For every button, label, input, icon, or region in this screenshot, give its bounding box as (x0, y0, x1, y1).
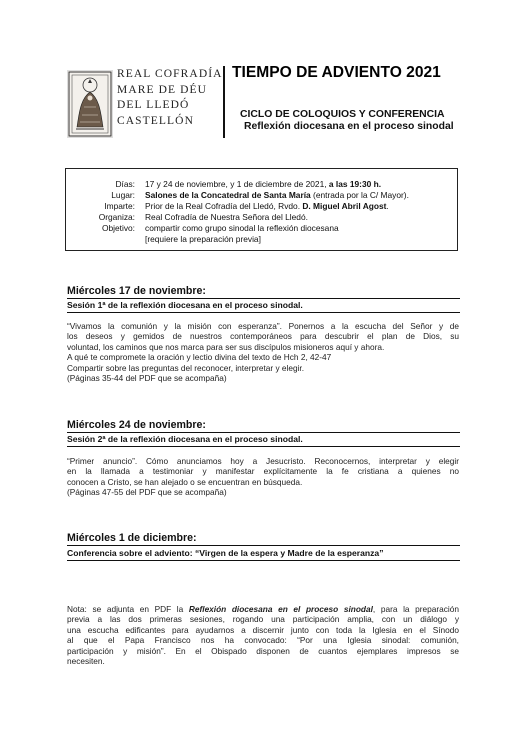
org-line: REAL COFRADÍA (117, 68, 223, 80)
cofradia-logo (67, 70, 113, 138)
text-line: participación y misión”. En el Obispado disponen de cuantos ejemplares impresos se (67, 645, 459, 656)
info-value: Salones de la Concatedral de Santa María (entrada por la C/ Mayor). (145, 190, 409, 200)
session-date: Miércoles 1 de diciembre: (67, 532, 197, 544)
info-label: Lugar: (111, 190, 135, 200)
text-line: conocen a Cristo, se han alejado o se encuentran en búsqueda. (67, 476, 303, 487)
text-line: necesiten. (67, 656, 105, 667)
session-title: Sesión 1ª de la reflexión diocesana en el proceso sinodal. (67, 300, 303, 310)
closing-note (67, 604, 459, 666)
text-line: en la llamada a testimoniar y manifestar explícitamente la fe cristiana a quienes no (67, 466, 459, 477)
section-rule (67, 545, 460, 546)
text-line: al que el Papa Francisco nos ha convocado: “Por una Iglesia sinodal: comunión, (67, 635, 459, 646)
text-line: “Primer anuncio”. Cómo anunciamos hoy a Jesucristo. Reconocernos, interpretar y elegir (67, 456, 459, 466)
info-value: Prior de la Real Cofradía del Lledó, Rvdo. D. Miguel Abril Agost. (145, 201, 389, 211)
text-line: una escucha edificantes para ayudarnos a discernir junto con toda la Iglesia en el Sínodo (67, 624, 459, 635)
org-line: DEL LLEDÓ (117, 99, 190, 111)
organization-name (117, 67, 222, 129)
session-date: Miércoles 17 de noviembre: (67, 285, 206, 297)
info-value: compartir como grupo sinodal la reflexión diocesana (145, 223, 339, 233)
text-line: Compartir sobre las preguntas del reconocer, interpretar y elegir. (67, 362, 305, 373)
page-subtitle: CICLO DE COLOQUIOS Y CONFERENCIA (240, 109, 445, 120)
info-label: Imparte: (104, 201, 135, 211)
session-title: Conferencia sobre el adviento: “Virgen de la espera y Madre de la esperanza” (67, 548, 384, 558)
text-line: Nota: se adjunta en PDF la Reflexión diocesana en el proceso sinodal, para la preparación (67, 604, 459, 614)
text-line: (Páginas 35-44 del PDF que se acompaña) (67, 373, 227, 384)
text-line: voluntad, los caminos que nos marca para ser sus discípulos misioneros aquí y ahora. (67, 341, 385, 352)
org-line: CASTELLÓN (117, 114, 194, 127)
header-divider (223, 66, 225, 138)
section-rule (67, 560, 460, 561)
text-line: los deseos y gemidos de nuestros contemporáneos para descubrir el plan de Dios, su (67, 331, 459, 342)
info-value: Real Cofradía de Nuestra Señora del Lledó. (145, 212, 308, 222)
section-rule (67, 298, 460, 299)
section-rule (67, 432, 460, 433)
info-value: [requiere la preparación previa] (145, 234, 261, 244)
text-line: (Páginas 47-55 del PDF que se acompaña) (67, 487, 227, 498)
info-label: Objetivo: (101, 223, 135, 233)
session-date: Miércoles 24 de noviembre: (67, 419, 206, 431)
session-description (67, 321, 459, 383)
text-line: A qué te compromete la oración y lectio divina del texto de Hch 2, 42-47 (67, 352, 332, 363)
section-rule (67, 446, 460, 447)
page-subtitle-2: Reflexión diocesana en el proceso sinodal (244, 121, 454, 132)
info-value: 17 y 24 de noviembre, y 1 de diciembre de 2021, a las 19:30 h. (145, 179, 382, 189)
section-rule (67, 312, 460, 313)
text-line: previa a las dos primeras sesiones, rogando una participación amplia, con un diálogo y (67, 614, 459, 625)
virgin-image-icon (68, 71, 112, 137)
session-description (67, 456, 459, 498)
text-line: “Vivamos la comunión y la misión con esperanza”. Ponernos a la escucha del Señor y de (67, 321, 459, 331)
info-label: Días: (115, 179, 135, 189)
info-label: Organiza: (98, 212, 135, 222)
org-line: MARE DE DÉU (117, 83, 208, 96)
page-title: TIEMPO DE ADVIENTO 2021 (232, 64, 441, 81)
session-title: Sesión 2ª de la reflexión diocesana en el proceso sinodal. (67, 434, 303, 444)
